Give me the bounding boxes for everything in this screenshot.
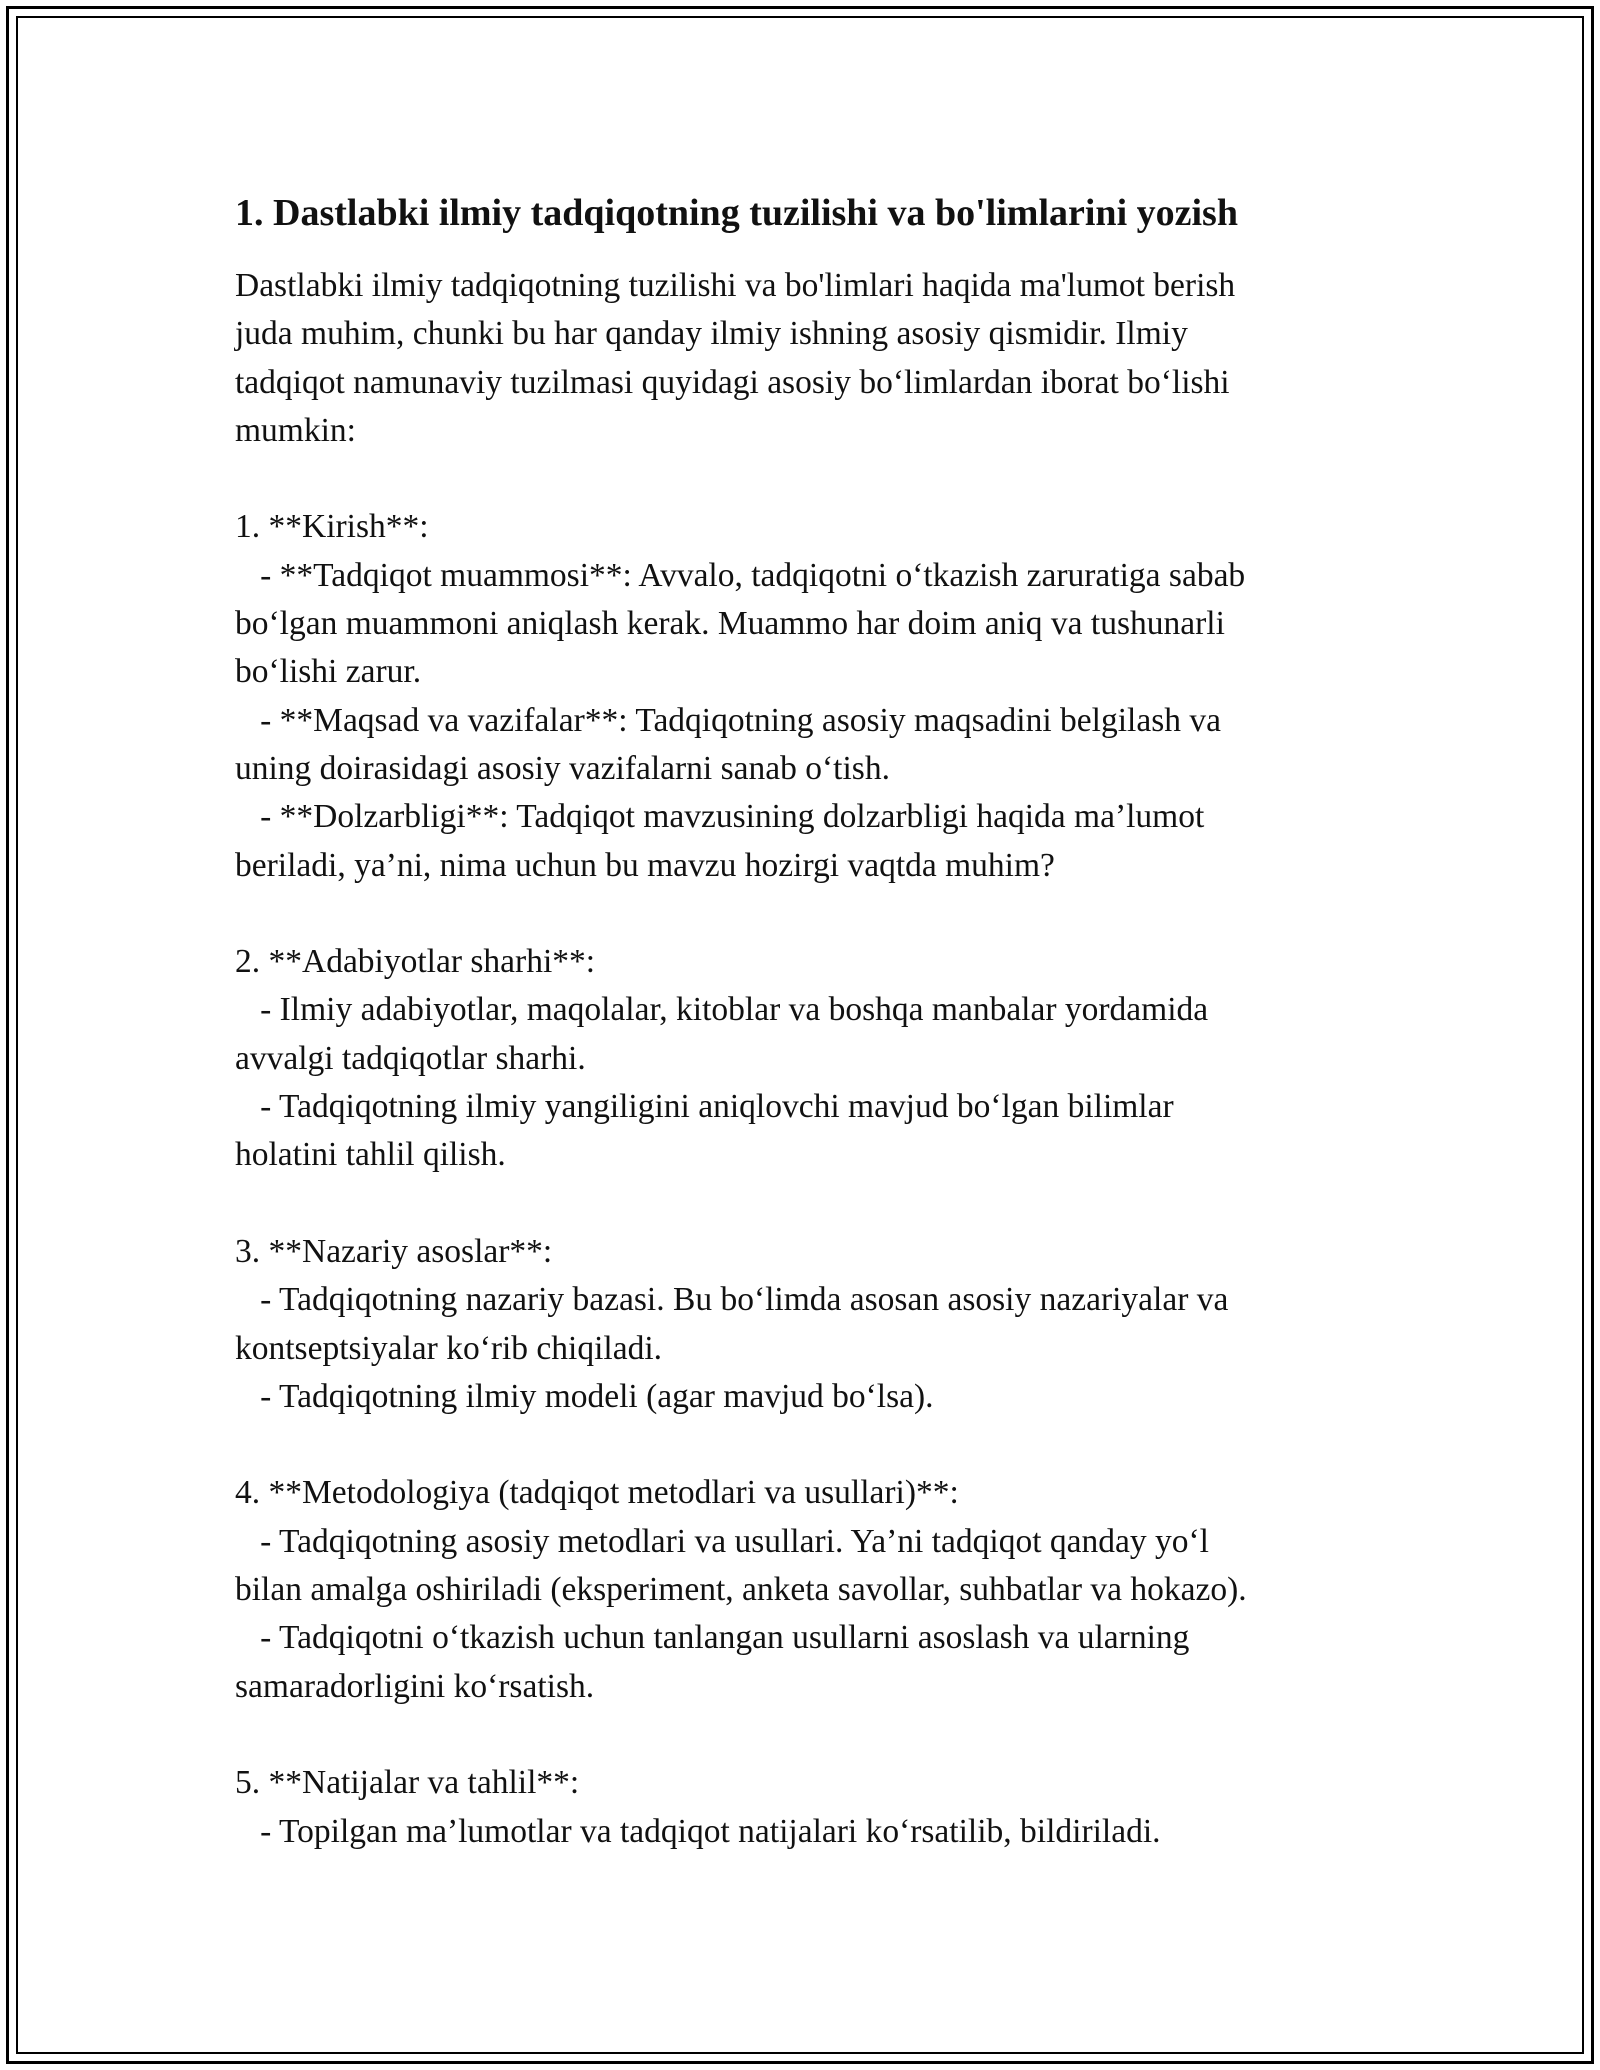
text-line: 2. **Adabiyotlar sharhi**:: [235, 943, 596, 981]
text-line: samaradorligini ko‘rsatish.: [235, 1667, 595, 1705]
text-line: - Tadqiqotning ilmiy modeli (agar mavjud bo‘lsa).: [235, 1377, 934, 1415]
text-line: - Ilmiy adabiyotlar, maqolalar, kitoblar va boshqa manbalar yordamida: [235, 991, 1209, 1029]
text-line: 5. **Natijalar va tahlil**:: [235, 1764, 580, 1802]
text-line: - **Tadqiqot muammosi**: Avvalo, tadqiqotni o‘tkazish zaruratiga sabab: [235, 556, 1246, 594]
text-line: 3. **Nazariy asoslar**:: [235, 1232, 553, 1270]
text-line: 4. **Metodologiya (tadqiqot metodlari va usullari)**:: [235, 1474, 959, 1512]
text-line: bilan amalga oshiriladi (eksperiment, anketa savollar, suhbatlar va hokazo).: [235, 1571, 1247, 1609]
text-line: bo‘lgan muammoni aniqlash kerak. Muammo har doim aniq va tushunarli: [235, 605, 1225, 643]
text-line: - **Maqsad va vazifalar**: Tadqiqotning asosiy maqsadini belgilash va: [235, 701, 1221, 739]
blank-line: [235, 1180, 1365, 1228]
text-line: - Tadqiqotning nazariy bazasi. Bu bo‘limda asosan asosiy nazariyalar va: [235, 1281, 1229, 1319]
text-line: - Tadqiqotning asosiy metodlari va usullari. Ya’ni tadqiqot qanday yo‘l: [235, 1522, 1209, 1560]
text-line: beriladi, ya’ni, nima uchun bu mavzu hozirgi vaqtda muhim?: [235, 846, 1055, 884]
text-line: uning doirasidagi asosiy vazifalarni sanab o‘tish.: [235, 749, 890, 787]
text-line: - **Dolzarbligi**: Tadqiqot mavzusining dolzarbligi haqida ma’lumot: [235, 798, 1205, 836]
text-line: 1. **Kirish**:: [235, 508, 429, 546]
text-line: bo‘lishi zarur.: [235, 653, 422, 691]
text-line: juda muhim, chunki bu har qanday ilmiy ishning asosiy qismidir. Ilmiy: [235, 315, 1188, 353]
blank-line: [235, 1711, 1365, 1759]
section-heading: 1. Dastlabki ilmiy tadqiqotning tuzilishi va bo'limlarini yozish: [235, 192, 1238, 234]
text-line: - Topilgan ma’lumotlar va tadqiqot natijalari ko‘rsatilib, bildiriladi.: [235, 1812, 1161, 1850]
text-line: holatini tahlil qilish.: [235, 1136, 506, 1174]
text-line: avvalgi tadqiqotlar sharhi.: [235, 1039, 586, 1077]
text-line: - Tadqiqotning ilmiy yangiligini aniqlovchi mavjud bo‘lgan bilimlar: [235, 1088, 1174, 1126]
text-line: kontseptsiyalar ko‘rib chiqiladi.: [235, 1329, 663, 1367]
text-line: - Tadqiqotni o‘tkazish uchun tanlangan usullarni asoslash va ularning: [235, 1619, 1190, 1657]
blank-line: [235, 455, 1365, 503]
text-line: Dastlabki ilmiy tadqiqotning tuzilishi va bo'limlari haqida ma'lumot berish: [235, 267, 1236, 304]
paragraph-lines: [235, 262, 1365, 1856]
blank-line: [235, 1421, 1365, 1469]
text-line: mumkin:: [235, 411, 356, 449]
document-body: [235, 186, 1365, 1856]
blank-line: [235, 890, 1365, 938]
text-line: tadqiqot namunaviy tuzilmasi quyidagi asosiy bo‘limlardan iborat bo‘lishi: [235, 363, 1230, 401]
